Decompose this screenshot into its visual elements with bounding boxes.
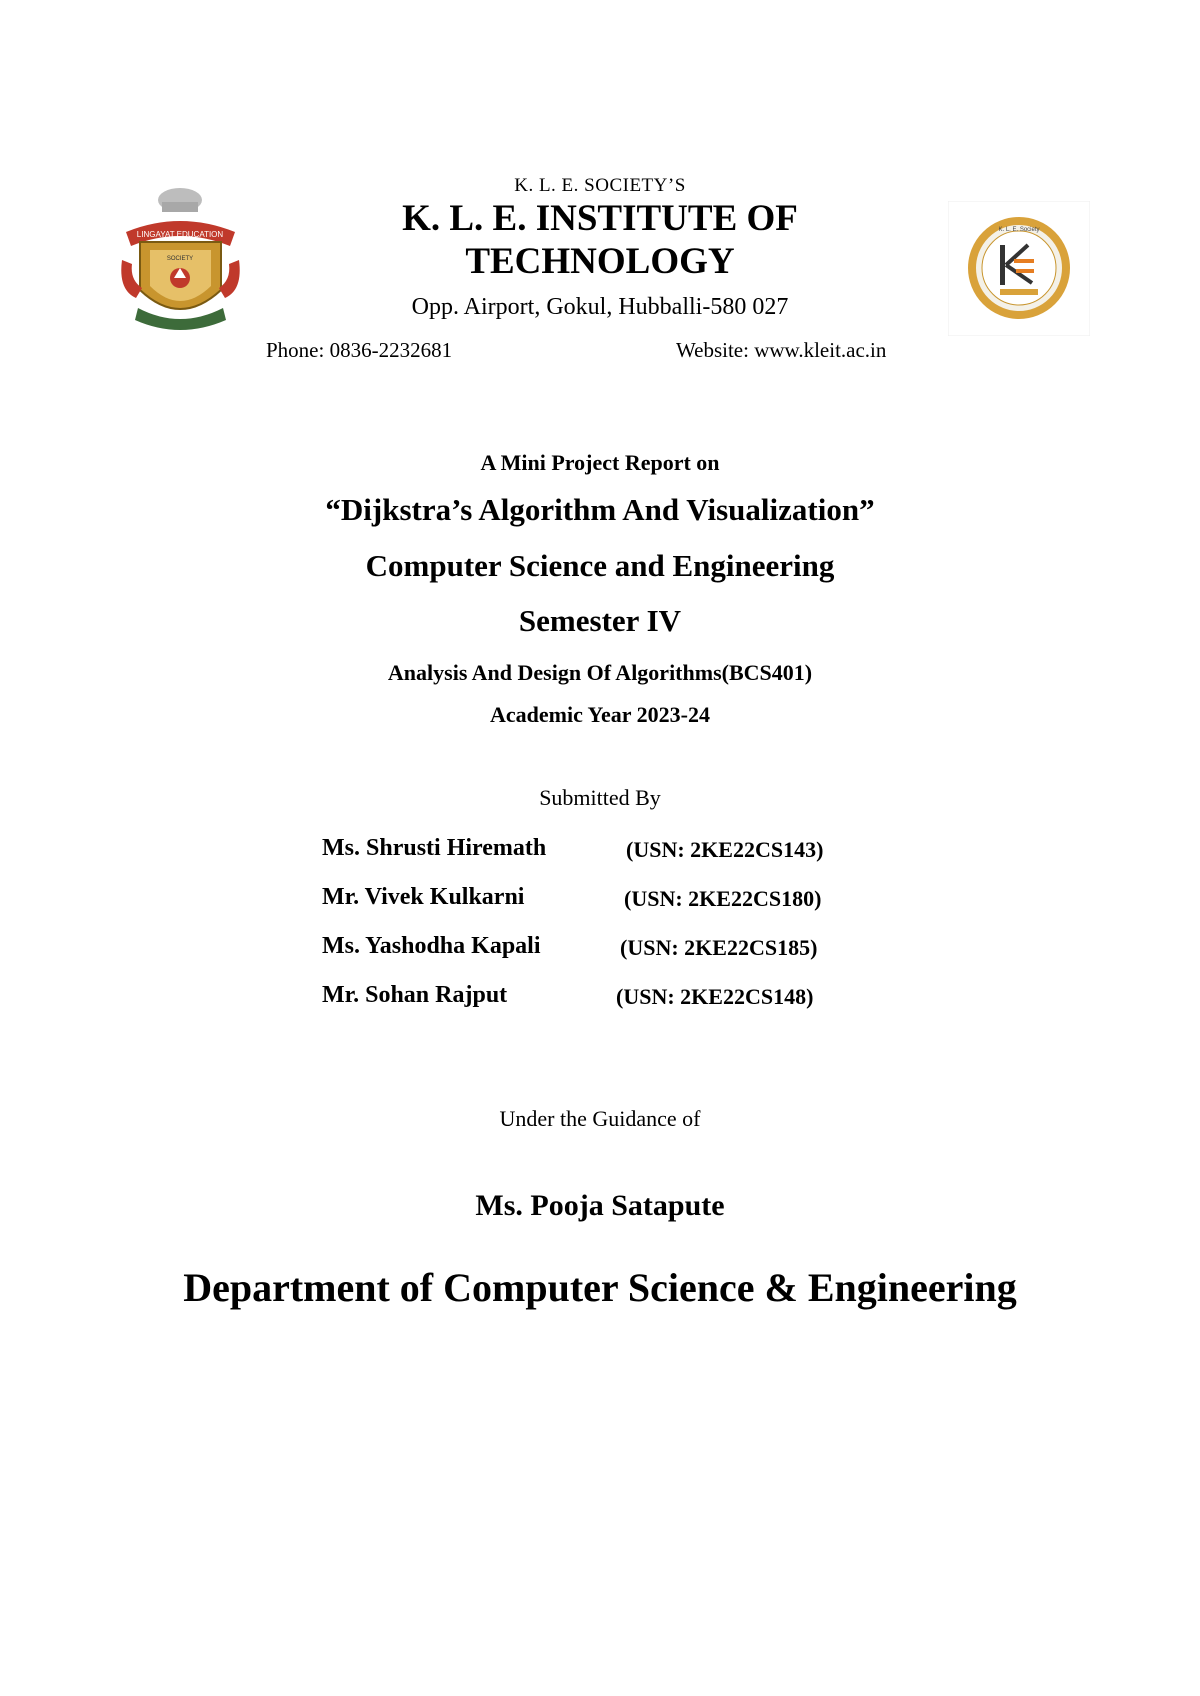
institute-name-line2: TECHNOLOGY — [465, 241, 735, 282]
student-name: Ms. Yashodha Kapali — [322, 933, 541, 959]
kleit-seal-logo — [948, 201, 1090, 336]
student-usn: (USN: 2KE22CS180) — [624, 886, 822, 911]
crest-society-text: SOCIETY — [166, 256, 194, 262]
submitted-by-label: Submitted By — [539, 785, 661, 810]
seal-ring-text: K. L. E. Society — [998, 227, 1040, 233]
student-name: Mr. Sohan Rajput — [322, 982, 508, 1008]
student-usn: (USN: 2KE22CS185) — [620, 935, 818, 960]
department-name: Department of Computer Science & Engineering — [183, 1265, 1017, 1310]
crest-banner-text: LINGAYAT EDUCATION — [136, 230, 224, 239]
society-name: K. L. E. SOCIETY’S — [514, 175, 686, 196]
student-name: Ms. Shrusti Hiremath — [322, 835, 547, 861]
report-academic-year: Academic Year 2023-24 — [490, 702, 710, 727]
institute-name — [380, 197, 820, 283]
institute-website: Website: www.kleit.ac.in — [676, 338, 887, 362]
report-branch: Computer Science and Engineering — [365, 548, 835, 583]
report-title: “Dijkstra’s Algorithm And Visualization” — [325, 492, 875, 527]
student-usn: (USN: 2KE22CS143) — [626, 837, 824, 862]
guide-name: Ms. Pooja Satapute — [475, 1189, 725, 1222]
guidance-label: Under the Guidance of — [499, 1106, 701, 1131]
student-usn: (USN: 2KE22CS148) — [616, 984, 814, 1009]
report-course: Analysis And Design Of Algorithms(BCS401) — [387, 660, 813, 685]
report-intro: A Mini Project Report on — [480, 450, 720, 475]
report-semester: Semester IV — [518, 603, 682, 638]
student-name: Mr. Vivek Kulkarni — [322, 884, 525, 910]
institute-name-line1: K. L. E. INSTITUTE OF — [402, 198, 798, 239]
institute-phone: Phone: 0836-2232681 — [266, 338, 453, 362]
institute-address: Opp. Airport, Gokul, Hubballi-580 027 — [411, 294, 789, 320]
lingayat-education-society-logo — [118, 180, 243, 337]
